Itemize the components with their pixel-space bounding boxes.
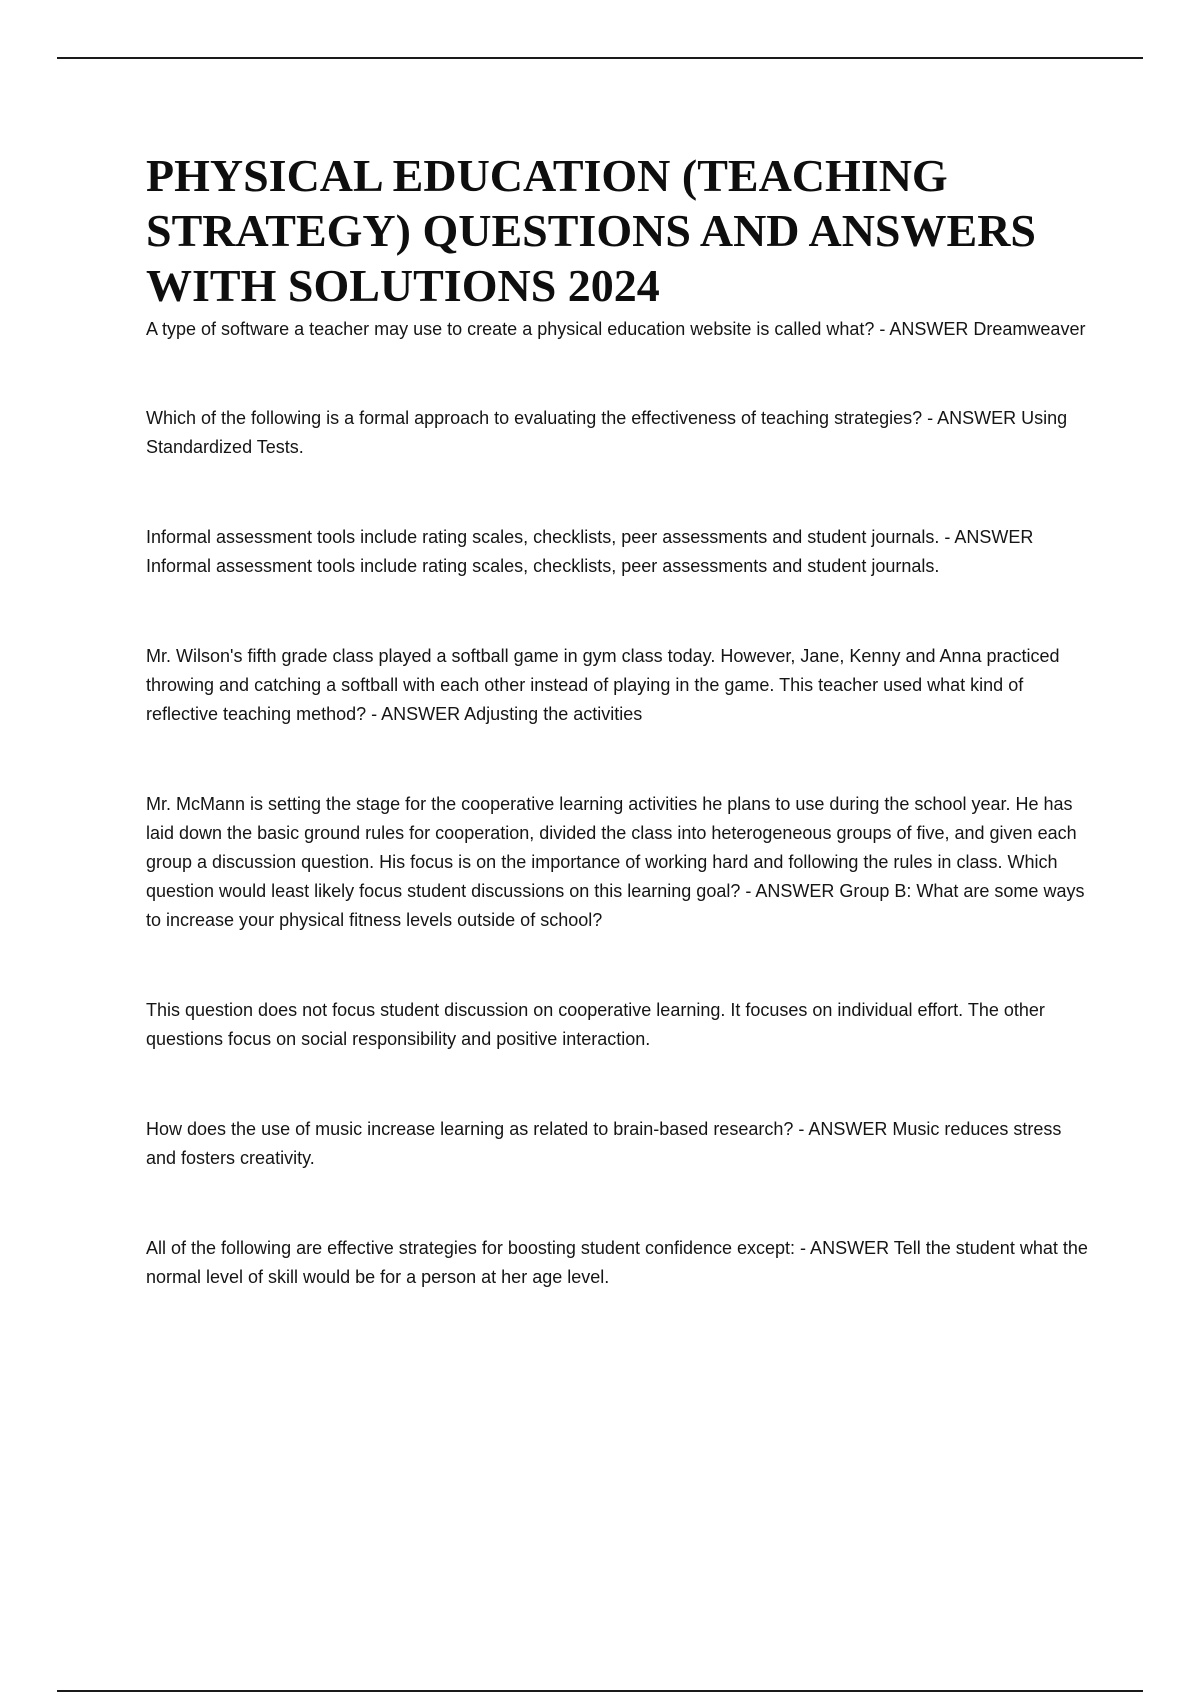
- spacer: [146, 344, 1096, 404]
- qa-item-music: How does the use of music increase learning as related to brain-based research? - ANSWER Music reduces stress and fosters creativity.: [146, 1119, 1062, 1168]
- qa-item-informal-assessment: Informal assessment tools include rating scales, checklists, peer assessments and student journals. - ANSWER Informal assessment tools include rating scales, checklists, peer assessments and student journals.: [146, 527, 1034, 576]
- qa-item-software: A type of software a teacher may use to create a physical education website is called what? - ANSWER Dreamweaver: [146, 319, 1086, 339]
- header-rule: [57, 57, 1143, 59]
- spacer: [146, 935, 1096, 996]
- spacer: [146, 729, 1096, 790]
- qa-item-formal-evaluation: Which of the following is a formal approach to evaluating the effectiveness of teaching strategies? - ANSWER Using Standardized Tests.: [146, 408, 1068, 457]
- spacer: [146, 1173, 1096, 1234]
- document-title: PHYSICAL EDUCATION (TEACHING STRATEGY) QUESTIONS AND ANSWERS WITH SOLUTIONS 2024: [146, 150, 1036, 311]
- qa-item-cooperative-learning: Mr. McMann is setting the stage for the cooperative learning activities he plans to use during the school year. He has laid down the basic ground rules for cooperation, divided the class into heterogeneous groups of five, and given each group a discussion question. His focus is on the importance of working hard and following the rules in class. Which question would least likely focus student discussions on this learning goal? - ANSWER Group B: What are some ways to increase your physical fitness levels outside of school?: [146, 794, 1085, 930]
- spacer: [146, 462, 1096, 523]
- document-body: [146, 148, 1096, 1292]
- qa-item-explanation: This question does not focus student discussion on cooperative learning. It focuses on individual effort. The other questions focus on social responsibility and positive interaction.: [146, 1000, 1045, 1049]
- spacer: [146, 581, 1096, 642]
- spacer: [146, 1054, 1096, 1115]
- footer-rule: [57, 1690, 1143, 1692]
- qa-item-confidence: All of the following are effective strategies for boosting student confidence except: - ANSWER Tell the student what the normal level of skill would be for a person at her age level.: [146, 1238, 1088, 1287]
- qa-item-reflective-teaching: Mr. Wilson's fifth grade class played a softball game in gym class today. However, Jane, Kenny and Anna practiced throwing and catching a softball with each other instead of playing in the game. This teacher used what kind of reflective teaching method? - ANSWER Adjusting the activities: [146, 646, 1060, 724]
